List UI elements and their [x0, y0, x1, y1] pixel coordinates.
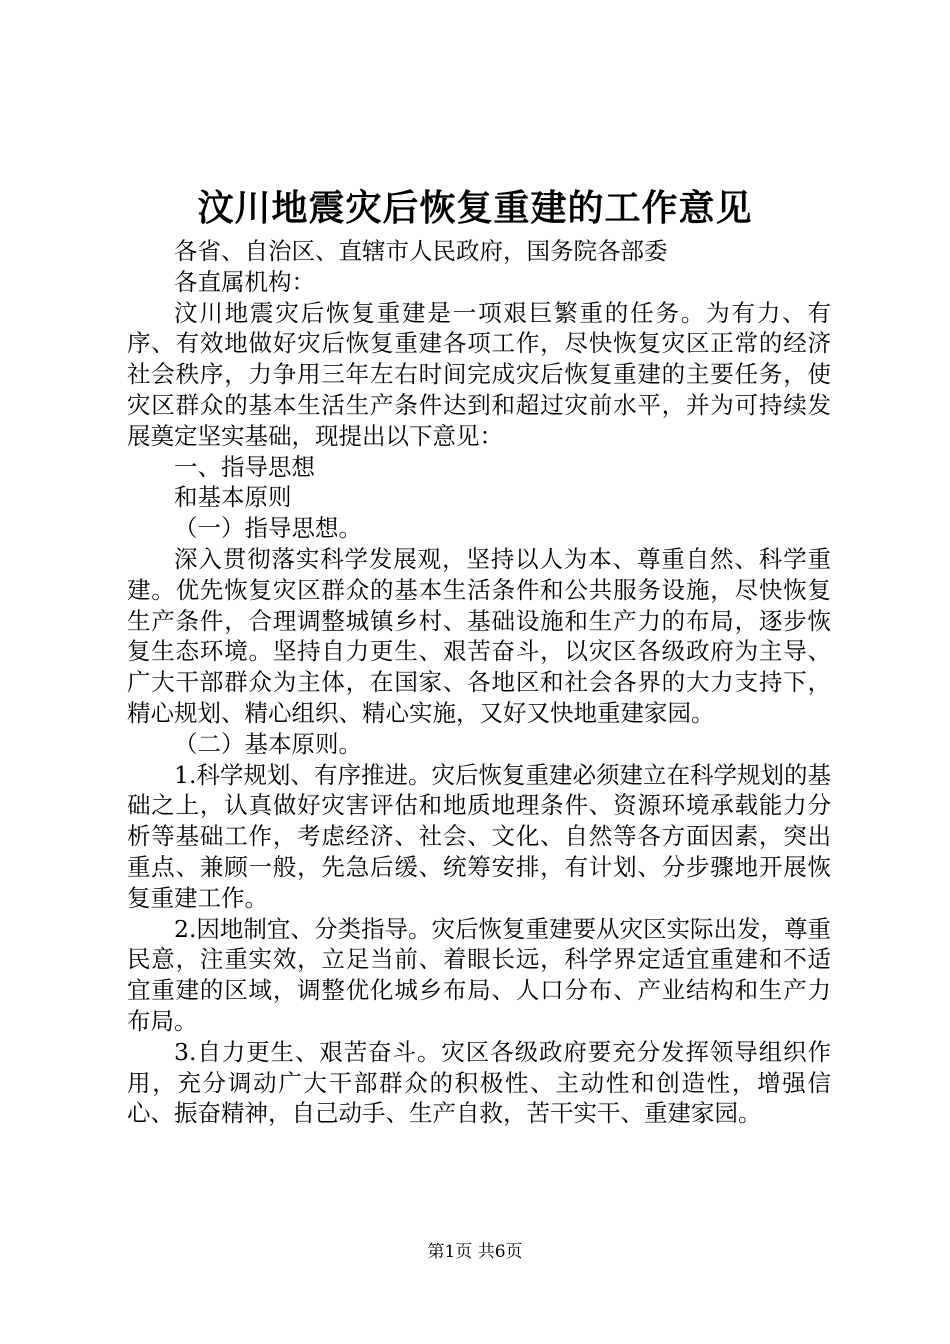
section-heading-1-cont: 和基本原则	[174, 483, 292, 512]
document-title: 汶川地震灾后恢复重建的工作意见	[197, 187, 753, 229]
document-body	[127, 236, 831, 1129]
addressee-line-2: 各直属机构：	[174, 267, 315, 296]
subsection-heading-1: （一）指导思想。	[174, 514, 362, 543]
addressee-line-1: 各省、自治区、直辖市人民政府，国务院各部委	[174, 237, 668, 265]
principle-1-paragraph: 1.科学规划、有序推进。灾后恢复重建必须建立在科学规划的基础之上，认真做好灾害评估和地质地理条件、资源环境承载能力分析等基础工作，考虑经济、社会、文化、自然等各方面因素，突出重点、兼顾一般，先急后缓、统筹安排，有计划、分步骤地开展恢复重建工作。	[127, 760, 831, 912]
section-heading-1: 一、指导思想	[174, 452, 315, 481]
principle-2-paragraph: 2.因地制宜、分类指导。灾后恢复重建要从灾区实际出发，尊重民意，注重实效，立足当前、着眼长远，科学界定适宜重建和不适宜重建的区域，调整优化城乡布局、人口分布、产业结构和生产力布局。	[127, 914, 831, 1035]
guiding-thought-paragraph: 深入贯彻落实科学发展观，坚持以人为本、尊重自然、科学重建。优先恢复灾区群众的基本生活条件和公共服务设施，尽快恢复生产条件，合理调整城镇乡村、基础设施和生产力的布局，逐步恢复生态环境。坚持自力更生、艰苦奋斗，以灾区各级政府为主导、广大干部群众为主体，在国家、各地区和社会各界的大力支持下，精心规划、精心组织、精心实施，又好又快地重建家园。	[127, 544, 831, 727]
subsection-heading-2: （二）基本原则。	[174, 729, 362, 758]
principle-3-paragraph: 3.自力更生、艰苦奋斗。灾区各级政府要充分发挥领导组织作用，充分调动广大干部群众的积极性、主动性和创造性，增强信心、振奋精神，自己动手、生产自救，苦干实干、重建家园。	[127, 1037, 831, 1128]
page-number-footer: 第1页 共6页	[427, 1242, 523, 1262]
intro-paragraph: 汶川地震灾后恢复重建是一项艰巨繁重的任务。为有力、有序、有效地做好灾后恢复重建各项工作，尽快恢复灾区正常的经济社会秩序，力争用三年左右时间完成灾后恢复重建的主要任务，使灾区群众的基本生活生产条件达到和超过灾前水平，并为可持续发展奠定坚实基础，现提出以下意见：	[127, 298, 831, 450]
